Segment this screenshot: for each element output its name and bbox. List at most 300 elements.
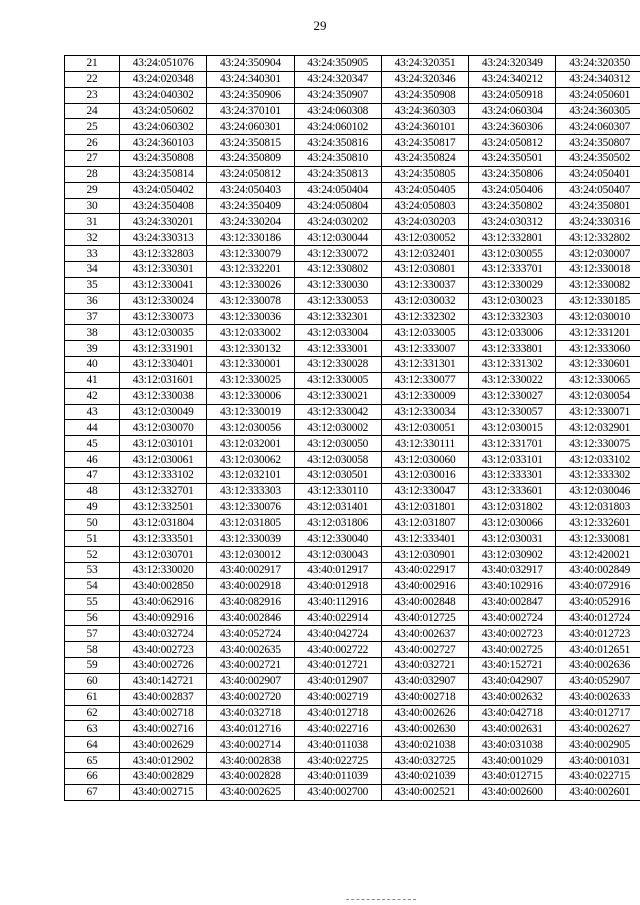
cadastral-number-cell: 43:12:030054 (556, 388, 640, 404)
cadastral-number-cell: 43:40:002905 (556, 737, 640, 753)
row-number-cell: 35 (65, 277, 120, 293)
row-number-cell: 49 (65, 499, 120, 515)
cadastral-number-cell: 43:24:350808 (120, 151, 207, 167)
table-row (65, 737, 640, 753)
cadastral-number-cell: 43:40:022725 (294, 753, 381, 769)
cadastral-number-cell: 43:40:002716 (120, 721, 207, 737)
cadastral-number-cell: 43:12:031803 (556, 499, 640, 515)
cadastral-number-cell: 43:12:330020 (120, 563, 207, 579)
table-row (65, 182, 640, 198)
cadastral-number-cell: 43:24:350816 (294, 135, 381, 151)
row-number-cell: 34 (65, 261, 120, 277)
cadastral-number-cell: 43:24:060301 (207, 119, 294, 135)
cadastral-number-cell: 43:12:330077 (381, 372, 468, 388)
table-row (65, 119, 640, 135)
row-number-cell: 63 (65, 721, 120, 737)
cadastral-number-cell: 43:24:340301 (207, 71, 294, 87)
cadastral-number-cell: 43:12:330072 (294, 246, 381, 262)
cadastral-number-cell: 43:12:330005 (294, 372, 381, 388)
table-body (65, 56, 640, 801)
cadastral-number-cell: 43:40:002626 (381, 705, 468, 721)
cadastral-number-cell: 43:24:350907 (294, 87, 381, 103)
cadastral-number-cell: 43:24:060302 (120, 119, 207, 135)
cadastral-number-cell: 43:12:030031 (469, 531, 556, 547)
cadastral-number-cell: 43:12:330029 (469, 277, 556, 293)
cadastral-number-cell: 43:40:002723 (469, 626, 556, 642)
row-number-cell: 60 (65, 673, 120, 689)
cadastral-number-cell: 43:40:002637 (381, 626, 468, 642)
cadastral-number-cell: 43:12:333102 (120, 467, 207, 483)
cadastral-number-cell: 43:40:052907 (556, 673, 640, 689)
table-row (65, 563, 640, 579)
table-row (65, 578, 640, 594)
cadastral-number-cell: 43:12:330186 (207, 230, 294, 246)
cadastral-number-cell: 43:40:012715 (469, 768, 556, 784)
cadastral-number-cell: 43:40:002849 (556, 563, 640, 579)
cadastral-number-cell: 43:40:032907 (381, 673, 468, 689)
cadastral-number-cell: 43:12:330018 (556, 261, 640, 277)
row-number-cell: 58 (65, 642, 120, 658)
cadastral-number-cell: 43:40:152721 (469, 658, 556, 674)
cadastral-number-cell: 43:12:032901 (556, 420, 640, 436)
cadastral-number-cell: 43:24:350905 (294, 56, 381, 72)
cadastral-number-cell: 43:12:330038 (120, 388, 207, 404)
table-row (65, 198, 640, 214)
cadastral-number-cell: 43:24:350817 (381, 135, 468, 151)
cadastral-number-cell: 43:40:002719 (294, 689, 381, 705)
cadastral-number-cell: 43:40:112916 (294, 594, 381, 610)
cadastral-number-cell: 43:12:330042 (294, 404, 381, 420)
cadastral-number-cell: 43:12:330301 (120, 261, 207, 277)
cadastral-number-cell: 43:24:320347 (294, 71, 381, 87)
table-row (65, 103, 640, 119)
cadastral-number-cell: 43:12:330802 (294, 261, 381, 277)
row-number-cell: 61 (65, 689, 120, 705)
row-number-cell: 56 (65, 610, 120, 626)
row-number-cell: 36 (65, 293, 120, 309)
cadastral-number-cell: 43:40:002721 (207, 658, 294, 674)
cadastral-number-cell: 43:40:011038 (294, 737, 381, 753)
cadastral-number-cell: 43:24:350806 (469, 166, 556, 182)
cadastral-number-cell: 43:40:001031 (556, 753, 640, 769)
cadastral-number-cell: 43:40:001029 (469, 753, 556, 769)
cadastral-number-cell: 43:40:012721 (294, 658, 381, 674)
cadastral-number-cell: 43:12:330047 (381, 483, 468, 499)
table-row (65, 658, 640, 674)
cadastral-number-cell: 43:24:320346 (381, 71, 468, 87)
cadastral-number-cell: 43:12:331901 (120, 341, 207, 357)
row-number-cell: 66 (65, 768, 120, 784)
cadastral-number-cell: 43:12:033004 (294, 325, 381, 341)
table-row (65, 515, 640, 531)
cadastral-number-cell: 43:12:033002 (207, 325, 294, 341)
cadastral-number-cell: 43:12:031807 (381, 515, 468, 531)
cadastral-number-cell: 43:12:030035 (120, 325, 207, 341)
cadastral-number-cell: 43:40:002829 (120, 768, 207, 784)
cadastral-number-cell: 43:24:350802 (469, 198, 556, 214)
table-row (65, 372, 640, 388)
cadastral-number-cell: 43:12:032001 (207, 436, 294, 452)
cadastral-number-cell: 43:24:050405 (381, 182, 468, 198)
cadastral-number-cell: 43:40:012717 (556, 705, 640, 721)
cadastral-number-cell: 43:24:050402 (120, 182, 207, 198)
row-number-cell: 28 (65, 166, 120, 182)
cadastral-number-cell: 43:40:012651 (556, 642, 640, 658)
cadastral-number-cell: 43:12:030055 (469, 246, 556, 262)
cadastral-number-cell: 43:40:021039 (381, 768, 468, 784)
cadastral-number-cell: 43:12:330040 (294, 531, 381, 547)
cadastral-number-cell: 43:24:320349 (469, 56, 556, 72)
cadastral-number-cell: 43:40:002625 (207, 784, 294, 800)
cadastral-number-cell: 43:12:330028 (294, 357, 381, 373)
cadastral-number-cell: 43:24:050804 (294, 198, 381, 214)
cadastral-number-cell: 43:12:033101 (469, 452, 556, 468)
cadastral-number-cell: 43:12:030052 (381, 230, 468, 246)
cadastral-number-cell: 43:24:350409 (207, 198, 294, 214)
row-number-cell: 47 (65, 467, 120, 483)
row-number-cell: 30 (65, 198, 120, 214)
cadastral-number-cell: 43:40:012918 (294, 578, 381, 594)
cadastral-number-cell: 43:40:002633 (556, 689, 640, 705)
row-number-cell: 37 (65, 309, 120, 325)
cadastral-number-cell: 43:12:032401 (381, 246, 468, 262)
table-row (65, 341, 640, 357)
cadastral-number-cell: 43:40:022914 (294, 610, 381, 626)
cadastral-number-cell: 43:12:031804 (120, 515, 207, 531)
cadastral-number-cell: 43:12:030010 (556, 309, 640, 325)
cadastral-number-cell: 43:40:022715 (556, 768, 640, 784)
cadastral-number-cell: 43:40:082916 (207, 594, 294, 610)
cadastral-number-cell: 43:40:012725 (381, 610, 468, 626)
cadastral-numbers-table (64, 55, 640, 801)
cadastral-number-cell: 43:12:420021 (556, 547, 640, 563)
cadastral-number-cell: 43:40:002630 (381, 721, 468, 737)
cadastral-number-cell: 43:24:330204 (207, 214, 294, 230)
cadastral-number-cell: 43:24:040302 (120, 87, 207, 103)
cadastral-number-cell: 43:24:050407 (556, 182, 640, 198)
table-row (65, 594, 640, 610)
row-number-cell: 26 (65, 135, 120, 151)
row-number-cell: 67 (65, 784, 120, 800)
table-row (65, 547, 640, 563)
cadastral-number-cell: 43:12:333801 (469, 341, 556, 357)
row-number-cell: 48 (65, 483, 120, 499)
cadastral-number-cell: 43:12:030012 (207, 547, 294, 563)
cadastral-number-cell: 43:12:330024 (120, 293, 207, 309)
table-row (65, 483, 640, 499)
cadastral-number-cell: 43:40:002715 (120, 784, 207, 800)
row-number-cell: 52 (65, 547, 120, 563)
cadastral-number-cell: 43:12:333301 (469, 467, 556, 483)
cadastral-number-cell: 43:24:350810 (294, 151, 381, 167)
cadastral-number-cell: 43:24:050406 (469, 182, 556, 198)
row-number-cell: 25 (65, 119, 120, 135)
cadastral-number-cell: 43:12:333601 (469, 483, 556, 499)
cadastral-number-cell: 43:40:002722 (294, 642, 381, 658)
cadastral-number-cell: 43:12:330006 (207, 388, 294, 404)
cadastral-number-cell: 43:12:033102 (556, 452, 640, 468)
cadastral-number-cell: 43:12:330034 (381, 404, 468, 420)
row-number-cell: 39 (65, 341, 120, 357)
cadastral-number-cell: 43:24:350814 (120, 166, 207, 182)
cadastral-number-cell: 43:24:330313 (120, 230, 207, 246)
table-row (65, 246, 640, 262)
cadastral-number-cell: 43:40:092916 (120, 610, 207, 626)
cadastral-number-cell: 43:12:330009 (381, 388, 468, 404)
cadastral-number-cell: 43:12:330001 (207, 357, 294, 373)
cadastral-number-cell: 43:12:031805 (207, 515, 294, 531)
cadastral-number-cell: 43:40:002828 (207, 768, 294, 784)
cadastral-number-cell: 43:40:002627 (556, 721, 640, 737)
row-number-cell: 62 (65, 705, 120, 721)
row-number-cell: 53 (65, 563, 120, 579)
cadastral-number-cell: 43:12:330110 (294, 483, 381, 499)
cadastral-number-cell: 43:40:012724 (556, 610, 640, 626)
cadastral-number-cell: 43:24:350908 (381, 87, 468, 103)
cadastral-number-cell: 43:24:320351 (381, 56, 468, 72)
cadastral-number-cell: 43:12:033005 (381, 325, 468, 341)
row-number-cell: 50 (65, 515, 120, 531)
cadastral-number-cell: 43:12:330039 (207, 531, 294, 547)
table-row (65, 309, 640, 325)
row-number-cell: 64 (65, 737, 120, 753)
cadastral-number-cell: 43:12:330081 (556, 531, 640, 547)
cadastral-number-cell: 43:40:002724 (469, 610, 556, 626)
cadastral-number-cell: 43:12:330026 (207, 277, 294, 293)
cadastral-number-cell: 43:12:332201 (207, 261, 294, 277)
cadastral-number-cell: 43:12:333060 (556, 341, 640, 357)
table-row (65, 261, 640, 277)
cadastral-number-cell: 43:40:002601 (556, 784, 640, 800)
cadastral-number-cell: 43:40:002917 (207, 563, 294, 579)
cadastral-number-cell: 43:24:060304 (469, 103, 556, 119)
cadastral-number-cell: 43:12:330030 (294, 277, 381, 293)
cadastral-number-cell: 43:12:031601 (120, 372, 207, 388)
cadastral-number-cell: 43:12:030056 (207, 420, 294, 436)
cadastral-number-cell: 43:40:032724 (120, 626, 207, 642)
table-row (65, 87, 640, 103)
cadastral-number-cell: 43:24:060308 (294, 103, 381, 119)
cadastral-number-cell: 43:12:330079 (207, 246, 294, 262)
row-number-cell: 27 (65, 151, 120, 167)
table-row (65, 436, 640, 452)
cadastral-number-cell: 43:12:033006 (469, 325, 556, 341)
cadastral-number-cell: 43:24:350501 (469, 151, 556, 167)
row-number-cell: 23 (65, 87, 120, 103)
cadastral-number-cell: 43:40:052916 (556, 594, 640, 610)
cadastral-number-cell: 43:12:330022 (469, 372, 556, 388)
cadastral-number-cell: 43:12:031801 (381, 499, 468, 515)
cadastral-number-cell: 43:24:340212 (469, 71, 556, 87)
cadastral-number-cell: 43:24:360303 (381, 103, 468, 119)
cadastral-number-cell: 43:12:330071 (556, 404, 640, 420)
cadastral-number-cell: 43:24:330316 (556, 214, 640, 230)
cadastral-number-cell: 43:24:350906 (207, 87, 294, 103)
cadastral-number-cell: 43:40:012917 (294, 563, 381, 579)
cadastral-number-cell: 43:12:332601 (556, 515, 640, 531)
cadastral-number-cell: 43:40:022716 (294, 721, 381, 737)
table-row (65, 230, 640, 246)
cadastral-number-cell: 43:12:330027 (469, 388, 556, 404)
cadastral-number-cell: 43:40:062916 (120, 594, 207, 610)
cadastral-number-cell: 43:12:330053 (294, 293, 381, 309)
cadastral-number-cell: 43:24:350502 (556, 151, 640, 167)
cadastral-number-cell: 43:12:331201 (556, 325, 640, 341)
cadastral-number-cell: 43:40:002916 (381, 578, 468, 594)
cadastral-number-cell: 43:40:052724 (207, 626, 294, 642)
cadastral-number-cell: 43:40:002727 (381, 642, 468, 658)
cadastral-number-cell: 43:12:030046 (556, 483, 640, 499)
cadastral-number-cell: 43:40:032917 (469, 563, 556, 579)
table-row (65, 689, 640, 705)
cadastral-number-cell: 43:12:330076 (207, 499, 294, 515)
cadastral-number-cell: 43:40:002723 (120, 642, 207, 658)
cadastral-number-cell: 43:24:350904 (207, 56, 294, 72)
cadastral-number-cell: 43:12:031802 (469, 499, 556, 515)
cadastral-number-cell: 43:12:332803 (120, 246, 207, 262)
row-number-cell: 29 (65, 182, 120, 198)
cadastral-number-cell: 43:40:002918 (207, 578, 294, 594)
footer-mark (346, 899, 416, 901)
cadastral-number-cell: 43:12:330401 (120, 357, 207, 373)
cadastral-number-cell: 43:40:042724 (294, 626, 381, 642)
table-row (65, 151, 640, 167)
table-row (65, 357, 640, 373)
row-number-cell: 21 (65, 56, 120, 72)
cadastral-number-cell: 43:12:330057 (469, 404, 556, 420)
cadastral-number-cell: 43:12:031401 (294, 499, 381, 515)
cadastral-number-cell: 43:40:002636 (556, 658, 640, 674)
cadastral-number-cell: 43:12:332701 (120, 483, 207, 499)
cadastral-number-cell: 43:12:333001 (294, 341, 381, 357)
row-number-cell: 24 (65, 103, 120, 119)
cadastral-number-cell: 43:24:030202 (294, 214, 381, 230)
cadastral-number-cell: 43:12:030007 (556, 246, 640, 262)
cadastral-number-cell: 43:12:330111 (381, 436, 468, 452)
cadastral-number-cell: 43:40:021038 (381, 737, 468, 753)
cadastral-number-cell: 43:40:002718 (120, 705, 207, 721)
cadastral-number-cell: 43:12:030023 (469, 293, 556, 309)
cadastral-number-cell: 43:24:350408 (120, 198, 207, 214)
cadastral-number-cell: 43:24:050602 (120, 103, 207, 119)
table-row (65, 166, 640, 182)
cadastral-number-cell: 43:40:032718 (207, 705, 294, 721)
table-row (65, 214, 640, 230)
table-row (65, 499, 640, 515)
cadastral-number-cell: 43:40:002632 (469, 689, 556, 705)
row-number-cell: 57 (65, 626, 120, 642)
cadastral-number-cell: 43:12:030060 (381, 452, 468, 468)
cadastral-number-cell: 43:40:002718 (381, 689, 468, 705)
cadastral-number-cell: 43:12:030061 (120, 452, 207, 468)
cadastral-number-cell: 43:12:030701 (120, 547, 207, 563)
cadastral-number-cell: 43:40:032725 (381, 753, 468, 769)
row-number-cell: 32 (65, 230, 120, 246)
page-number: 29 (313, 18, 327, 33)
cadastral-number-cell: 43:12:031806 (294, 515, 381, 531)
cadastral-number-cell: 43:12:330073 (120, 309, 207, 325)
table-row (65, 452, 640, 468)
cadastral-number-cell: 43:24:320350 (556, 56, 640, 72)
cadastral-number-cell: 43:12:332303 (469, 309, 556, 325)
cadastral-number-cell: 43:24:350801 (556, 198, 640, 214)
table-row (65, 135, 640, 151)
row-number-cell: 65 (65, 753, 120, 769)
cadastral-number-cell: 43:40:022917 (381, 563, 468, 579)
cadastral-number-cell: 43:40:002725 (469, 642, 556, 658)
table-row (65, 404, 640, 420)
cadastral-number-cell: 43:12:330082 (556, 277, 640, 293)
cadastral-number-cell: 43:24:050918 (469, 87, 556, 103)
cadastral-number-cell: 43:12:030016 (381, 467, 468, 483)
table-row (65, 277, 640, 293)
cadastral-number-cell: 43:40:012907 (294, 673, 381, 689)
row-number-cell: 38 (65, 325, 120, 341)
row-number-cell: 43 (65, 404, 120, 420)
cadastral-number-cell: 43:24:360101 (381, 119, 468, 135)
cadastral-number-cell: 43:24:360305 (556, 103, 640, 119)
row-number-cell: 44 (65, 420, 120, 436)
cadastral-number-cell: 43:12:330075 (556, 436, 640, 452)
row-number-cell: 55 (65, 594, 120, 610)
table-row (65, 768, 640, 784)
cadastral-number-cell: 43:12:330041 (120, 277, 207, 293)
row-number-cell: 46 (65, 452, 120, 468)
cadastral-number-cell: 43:12:030002 (294, 420, 381, 436)
cadastral-number-cell: 43:12:030044 (294, 230, 381, 246)
cadastral-table-container (64, 55, 640, 801)
cadastral-number-cell: 43:12:030043 (294, 547, 381, 563)
cadastral-number-cell: 43:12:330185 (556, 293, 640, 309)
table-row (65, 71, 640, 87)
cadastral-number-cell: 43:24:350805 (381, 166, 468, 182)
cadastral-number-cell: 43:12:030070 (120, 420, 207, 436)
cadastral-number-cell: 43:12:030050 (294, 436, 381, 452)
cadastral-number-cell: 43:40:002700 (294, 784, 381, 800)
table-row (65, 753, 640, 769)
table-row (65, 531, 640, 547)
cadastral-number-cell: 43:12:333401 (381, 531, 468, 547)
cadastral-number-cell: 43:24:030203 (381, 214, 468, 230)
cadastral-number-cell: 43:24:330201 (120, 214, 207, 230)
cadastral-number-cell: 43:12:333303 (207, 483, 294, 499)
cadastral-number-cell: 43:12:030066 (469, 515, 556, 531)
table-row (65, 420, 640, 436)
table-row (65, 293, 640, 309)
cadastral-number-cell: 43:24:360103 (120, 135, 207, 151)
cadastral-number-cell: 43:40:002837 (120, 689, 207, 705)
cadastral-number-cell: 43:12:030101 (120, 436, 207, 452)
cadastral-number-cell: 43:24:050601 (556, 87, 640, 103)
row-number-cell: 40 (65, 357, 120, 373)
row-number-cell: 51 (65, 531, 120, 547)
cadastral-number-cell: 43:12:333007 (381, 341, 468, 357)
cadastral-number-cell: 43:40:032721 (381, 658, 468, 674)
cadastral-number-cell: 43:40:011039 (294, 768, 381, 784)
cadastral-number-cell: 43:24:060307 (556, 119, 640, 135)
cadastral-number-cell: 43:12:331301 (381, 357, 468, 373)
cadastral-number-cell: 43:12:030801 (381, 261, 468, 277)
row-number-cell: 54 (65, 578, 120, 594)
table-row (65, 626, 640, 642)
cadastral-number-cell: 43:40:002846 (207, 610, 294, 626)
cadastral-number-cell: 43:12:030058 (294, 452, 381, 468)
row-number-cell: 33 (65, 246, 120, 262)
cadastral-number-cell: 43:40:002850 (120, 578, 207, 594)
cadastral-number-cell: 43:12:330036 (207, 309, 294, 325)
cadastral-number-cell: 43:40:012718 (294, 705, 381, 721)
cadastral-number-cell: 43:12:333501 (120, 531, 207, 547)
